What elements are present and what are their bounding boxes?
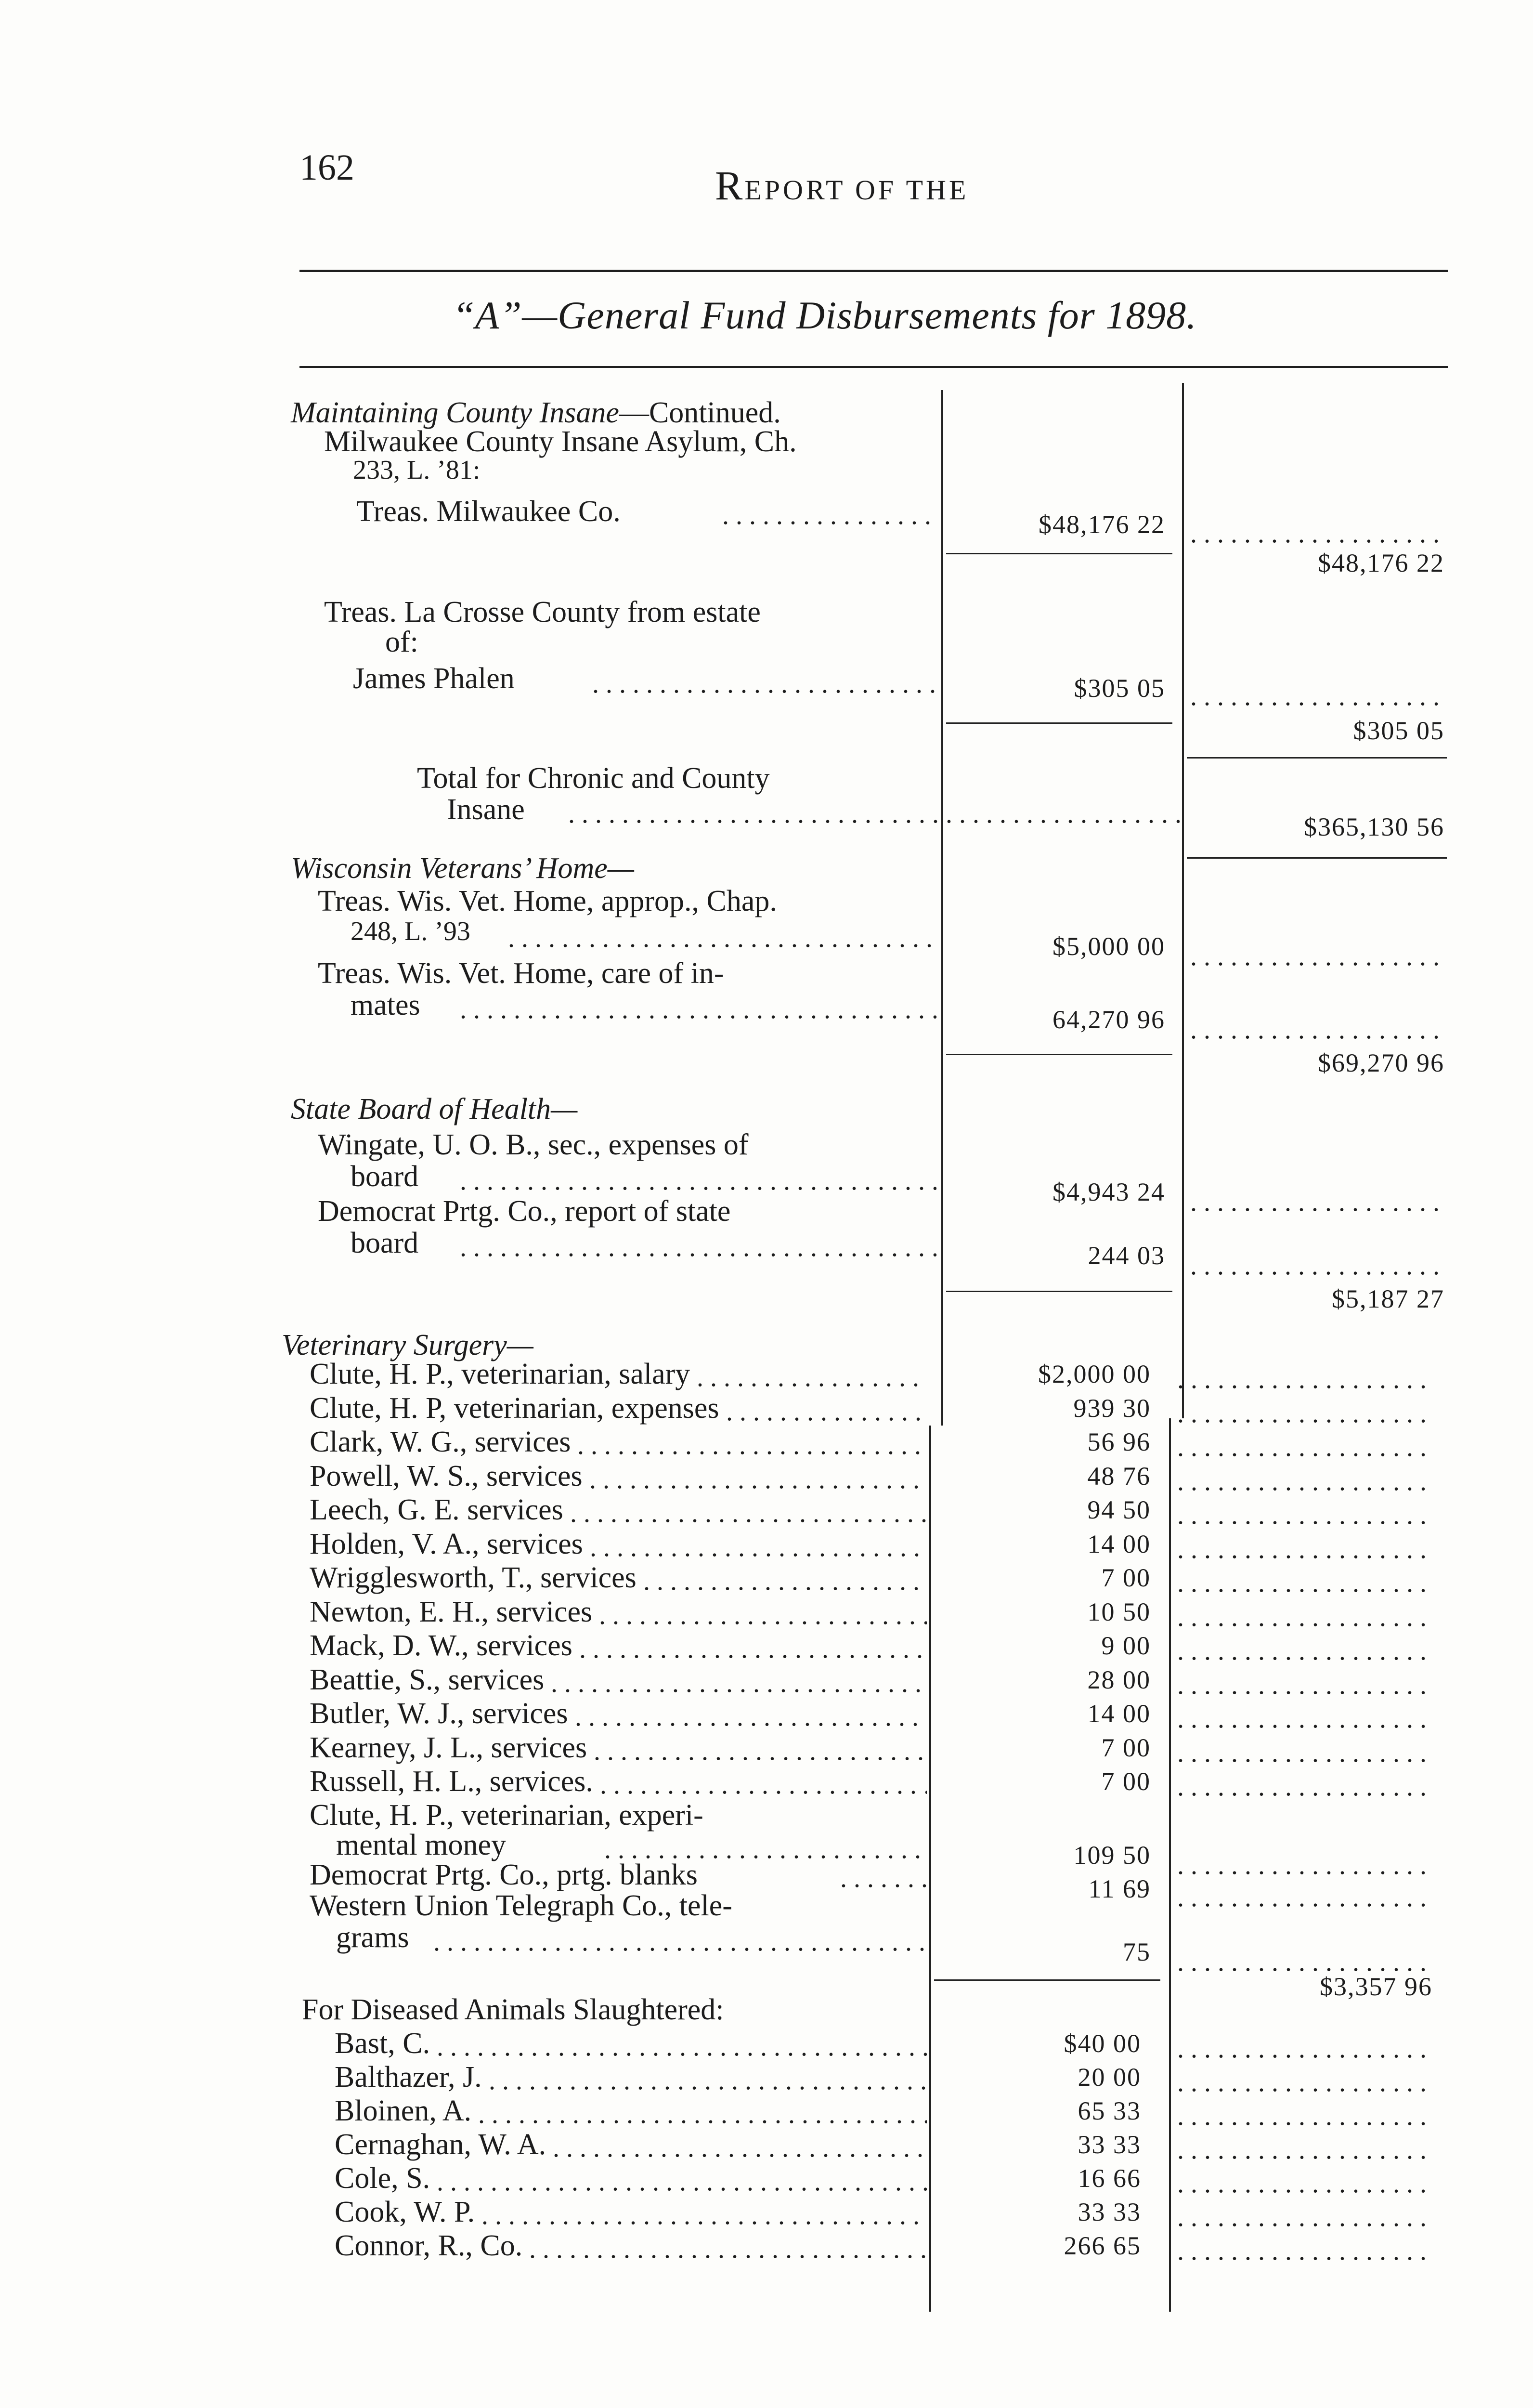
row-name: Cook, W. P. xyxy=(335,2196,475,2228)
leader-dots xyxy=(577,1432,927,1459)
leader-dots xyxy=(1190,1252,1445,1279)
entry-vet-home-line2: 248, L. ’93 xyxy=(351,916,470,946)
leader-dots xyxy=(726,1398,927,1425)
row-name: Balthazer, J. xyxy=(335,2061,482,2094)
section-heading-text: Maintaining County Insane xyxy=(291,396,619,429)
row-amount: 939 30 xyxy=(1073,1393,1151,1423)
leader-dots xyxy=(481,2202,927,2229)
leader-dots xyxy=(1177,1434,1432,1461)
subtotal-rule xyxy=(946,553,1172,554)
section-heading-suffix: —Continued. xyxy=(619,396,781,429)
leader-dots xyxy=(1190,1189,1445,1216)
leader-dots xyxy=(1177,1637,1432,1664)
leader-dots xyxy=(437,2033,927,2060)
leader-dots xyxy=(1177,1740,1432,1767)
leader-dots xyxy=(568,800,1180,827)
row-amount: 48 76 xyxy=(1087,1461,1151,1491)
amount-wingate: $4,943 24 xyxy=(1052,1178,1165,1206)
leader-dots xyxy=(1177,1570,1432,1597)
leader-dots xyxy=(1177,2069,1432,2096)
row-amount: 14 00 xyxy=(1087,1529,1151,1558)
leader-dots xyxy=(1177,2204,1432,2231)
section-heading-board-of-health: State Board of Health— xyxy=(291,1093,578,1125)
subtotal-rule xyxy=(934,1979,1160,1981)
row-name: Butler, W. J., services xyxy=(310,1697,568,1730)
leader-dots xyxy=(1177,1672,1432,1699)
leader-dots xyxy=(570,1500,927,1527)
row-amount: 266 65 xyxy=(1064,2231,1141,2260)
entry-milwaukee-line2: 233, L. ’81: xyxy=(353,455,481,485)
leader-dots xyxy=(1177,1773,1432,1800)
section-heading-diseased-animals: For Diseased Animals Slaughtered: xyxy=(302,1993,724,2026)
leader-dots xyxy=(1177,2035,1432,2062)
leader-dots xyxy=(1177,2170,1432,2197)
leader-dots xyxy=(460,1167,936,1194)
row-amount: 56 96 xyxy=(1087,1427,1151,1456)
leader-dots xyxy=(433,1928,927,1955)
entry-wingate-line2: board xyxy=(351,1160,419,1193)
entry-lacrosse-line1: Treas. La Crosse County from estate xyxy=(324,596,761,628)
entry-vet-care-line2: mates xyxy=(351,989,420,1021)
column-rule-right-lower xyxy=(1169,1418,1171,2312)
leader-dots xyxy=(599,1602,927,1629)
leader-dots xyxy=(1190,520,1445,547)
row-name: Connor, R., Co. xyxy=(335,2229,523,2262)
leader-dots xyxy=(1177,1884,1432,1911)
leader-dots xyxy=(551,1670,927,1697)
leader-dots xyxy=(508,925,936,952)
leader-dots xyxy=(478,2101,927,2128)
leader-dots xyxy=(553,2134,927,2161)
row-name: Wrigglesworth, T., services xyxy=(310,1561,637,1594)
leader-dots xyxy=(643,1568,927,1595)
entry-chronic-line2: Insane xyxy=(447,793,525,826)
leader-dots xyxy=(1177,1949,1432,1976)
page-number: 162 xyxy=(299,147,354,188)
entry-wingate-line1: Wingate, U. O. B., sec., expenses of xyxy=(318,1128,749,1161)
row-name: Clute, H. P., veterinarian, salary xyxy=(310,1358,690,1390)
leader-dots xyxy=(592,670,936,697)
amount-western-union: 75 xyxy=(1123,1937,1151,1966)
total-lacrosse: $305 05 xyxy=(1353,716,1444,745)
running-head-initial: R xyxy=(715,162,745,209)
subtotal-rule xyxy=(946,1054,1172,1055)
leader-dots xyxy=(1190,1016,1445,1043)
row-name: Mack, D. W., services xyxy=(310,1629,572,1662)
subtotal-rule xyxy=(946,722,1172,724)
amount-vet-care-inmates: 64,270 96 xyxy=(1052,1005,1165,1034)
leader-dots xyxy=(1177,1852,1432,1879)
row-name: Kearney, J. L., services xyxy=(310,1731,587,1764)
row-amount: 7 00 xyxy=(1101,1733,1151,1762)
entry-vet-home-line1: Treas. Wis. Vet. Home, approp., Chap. xyxy=(318,885,777,917)
amount-treas-milwaukee: $48,176 22 xyxy=(1039,510,1165,539)
leader-dots xyxy=(840,1865,927,1892)
entry-democrat-blanks: Democrat Prtg. Co., prtg. blanks xyxy=(310,1858,698,1891)
leader-dots xyxy=(575,1703,927,1730)
table-title: “A”—General Fund Disbursements for 1898. xyxy=(453,293,1197,337)
entry-lacrosse-line2: of: xyxy=(385,626,418,658)
row-amount: $40 00 xyxy=(1064,2029,1141,2058)
entry-clute-experimental-line2: mental money xyxy=(336,1829,506,1861)
entry-treas-milwaukee: Treas. Milwaukee Co. xyxy=(356,495,621,528)
leader-dots xyxy=(589,1466,927,1493)
row-name: Clark, W. G., services xyxy=(310,1426,571,1458)
row-amount: 65 33 xyxy=(1078,2096,1141,2125)
leader-dots xyxy=(1177,1468,1432,1495)
leader-dots xyxy=(437,2168,927,2195)
row-name: Newton, E. H., services xyxy=(310,1595,593,1628)
column-rule-left xyxy=(941,390,943,1426)
row-name: Beattie, S., services xyxy=(310,1663,545,1696)
leader-dots xyxy=(460,996,936,1023)
leader-dots xyxy=(1177,2103,1432,2130)
row-name: Bast, C. xyxy=(335,2027,430,2060)
row-amount: 7 00 xyxy=(1101,1767,1151,1796)
total-board-of-health: $5,187 27 xyxy=(1332,1284,1444,1313)
entry-western-union-line2: grams xyxy=(336,1921,409,1954)
total-veterinary-surgery: $3,357 96 xyxy=(1320,1972,1432,2001)
amount-clute-experimental: 109 50 xyxy=(1073,1841,1151,1870)
leader-dots xyxy=(1190,683,1445,710)
title-rule xyxy=(299,366,1448,368)
section-heading-veterinary-surgery: Veterinary Surgery— xyxy=(282,1329,533,1361)
entry-james-phalen: James Phalen xyxy=(353,662,515,695)
total-veterans-home: $69,270 96 xyxy=(1318,1048,1444,1077)
subtotal-rule xyxy=(1187,757,1447,759)
leader-dots xyxy=(1177,1502,1432,1529)
row-amount: 20 00 xyxy=(1078,2063,1141,2092)
header-rule xyxy=(299,270,1448,272)
leader-dots xyxy=(579,1636,927,1662)
column-rule-right xyxy=(1182,383,1184,1418)
entry-clute-experimental-line1: Clute, H. P., veterinarian, experi- xyxy=(310,1799,703,1832)
leader-dots xyxy=(1177,1536,1432,1563)
row-amount: 33 33 xyxy=(1078,2130,1141,2159)
row-name: Clute, H. P, veterinarian, expenses xyxy=(310,1391,719,1425)
section-heading-county-insane xyxy=(291,398,781,428)
amount-james-phalen: $305 05 xyxy=(1074,674,1165,703)
row-name: Cole, S. xyxy=(335,2162,430,2195)
subtotal-rule xyxy=(946,1291,1172,1292)
leader-dots xyxy=(1177,1400,1432,1427)
total-milwaukee: $48,176 22 xyxy=(1318,549,1444,577)
amount-vet-home-approp: $5,000 00 xyxy=(1052,932,1165,961)
row-amount: 9 00 xyxy=(1101,1631,1151,1660)
running-head xyxy=(715,161,969,209)
leader-dots xyxy=(1177,1366,1432,1393)
amount-democrat-report: 244 03 xyxy=(1088,1241,1165,1270)
row-name: Cernaghan, W. A. xyxy=(335,2128,546,2161)
leader-dots xyxy=(460,1234,936,1261)
leader-dots xyxy=(489,2067,927,2094)
leader-dots xyxy=(594,1738,927,1765)
entry-democrat-report-line2: board xyxy=(351,1227,419,1259)
row-amount: 14 00 xyxy=(1087,1699,1151,1728)
row-amount: 16 66 xyxy=(1078,2164,1141,2193)
leader-dots xyxy=(1177,2136,1432,2163)
leader-dots xyxy=(1177,1705,1432,1732)
row-name: Russell, H. L., services. xyxy=(310,1765,593,1798)
row-amount: 28 00 xyxy=(1087,1665,1151,1694)
row-name: Bloinen, A. xyxy=(335,2094,472,2127)
leader-dots xyxy=(1190,943,1445,970)
row-amount: 7 00 xyxy=(1101,1563,1151,1592)
leader-dots xyxy=(1177,2238,1432,2264)
row-name: Powell, W. S., services xyxy=(310,1459,583,1492)
row-amount: 33 33 xyxy=(1078,2198,1141,2226)
leader-dots xyxy=(600,1771,927,1798)
leader-dots xyxy=(590,1534,927,1561)
row-name: Holden, V. A., services xyxy=(310,1527,583,1560)
section-end-rule xyxy=(1187,857,1447,859)
leader-dots xyxy=(697,1364,927,1391)
column-rule-left-lower xyxy=(929,1426,931,2312)
row-amount: 94 50 xyxy=(1087,1495,1151,1524)
entry-democrat-report-line1: Democrat Prtg. Co., report of state xyxy=(318,1195,731,1228)
entry-milwaukee-line1: Milwaukee County Insane Asylum, Ch. xyxy=(324,425,797,458)
row-amount: $2,000 00 xyxy=(1038,1360,1151,1388)
section-heading-veterans-home: Wisconsin Veterans’ Home— xyxy=(291,852,634,885)
leader-dots xyxy=(529,2236,927,2263)
total-chronic-county-insane: $365,130 56 xyxy=(1304,812,1444,841)
row-amount: 10 50 xyxy=(1087,1597,1151,1626)
leader-dots xyxy=(1177,1604,1432,1631)
amount-democrat-blanks: 11 69 xyxy=(1088,1874,1151,1903)
entry-vet-care-line1: Treas. Wis. Vet. Home, care of in- xyxy=(318,957,724,990)
row-name: Leech, G. E. services xyxy=(310,1493,563,1526)
entry-western-union-line1: Western Union Telegraph Co., tele- xyxy=(310,1889,732,1922)
leader-dots xyxy=(722,502,936,529)
entry-chronic-line1: Total for Chronic and County xyxy=(417,762,770,795)
running-head-rest: EPORT OF THE xyxy=(744,174,969,206)
